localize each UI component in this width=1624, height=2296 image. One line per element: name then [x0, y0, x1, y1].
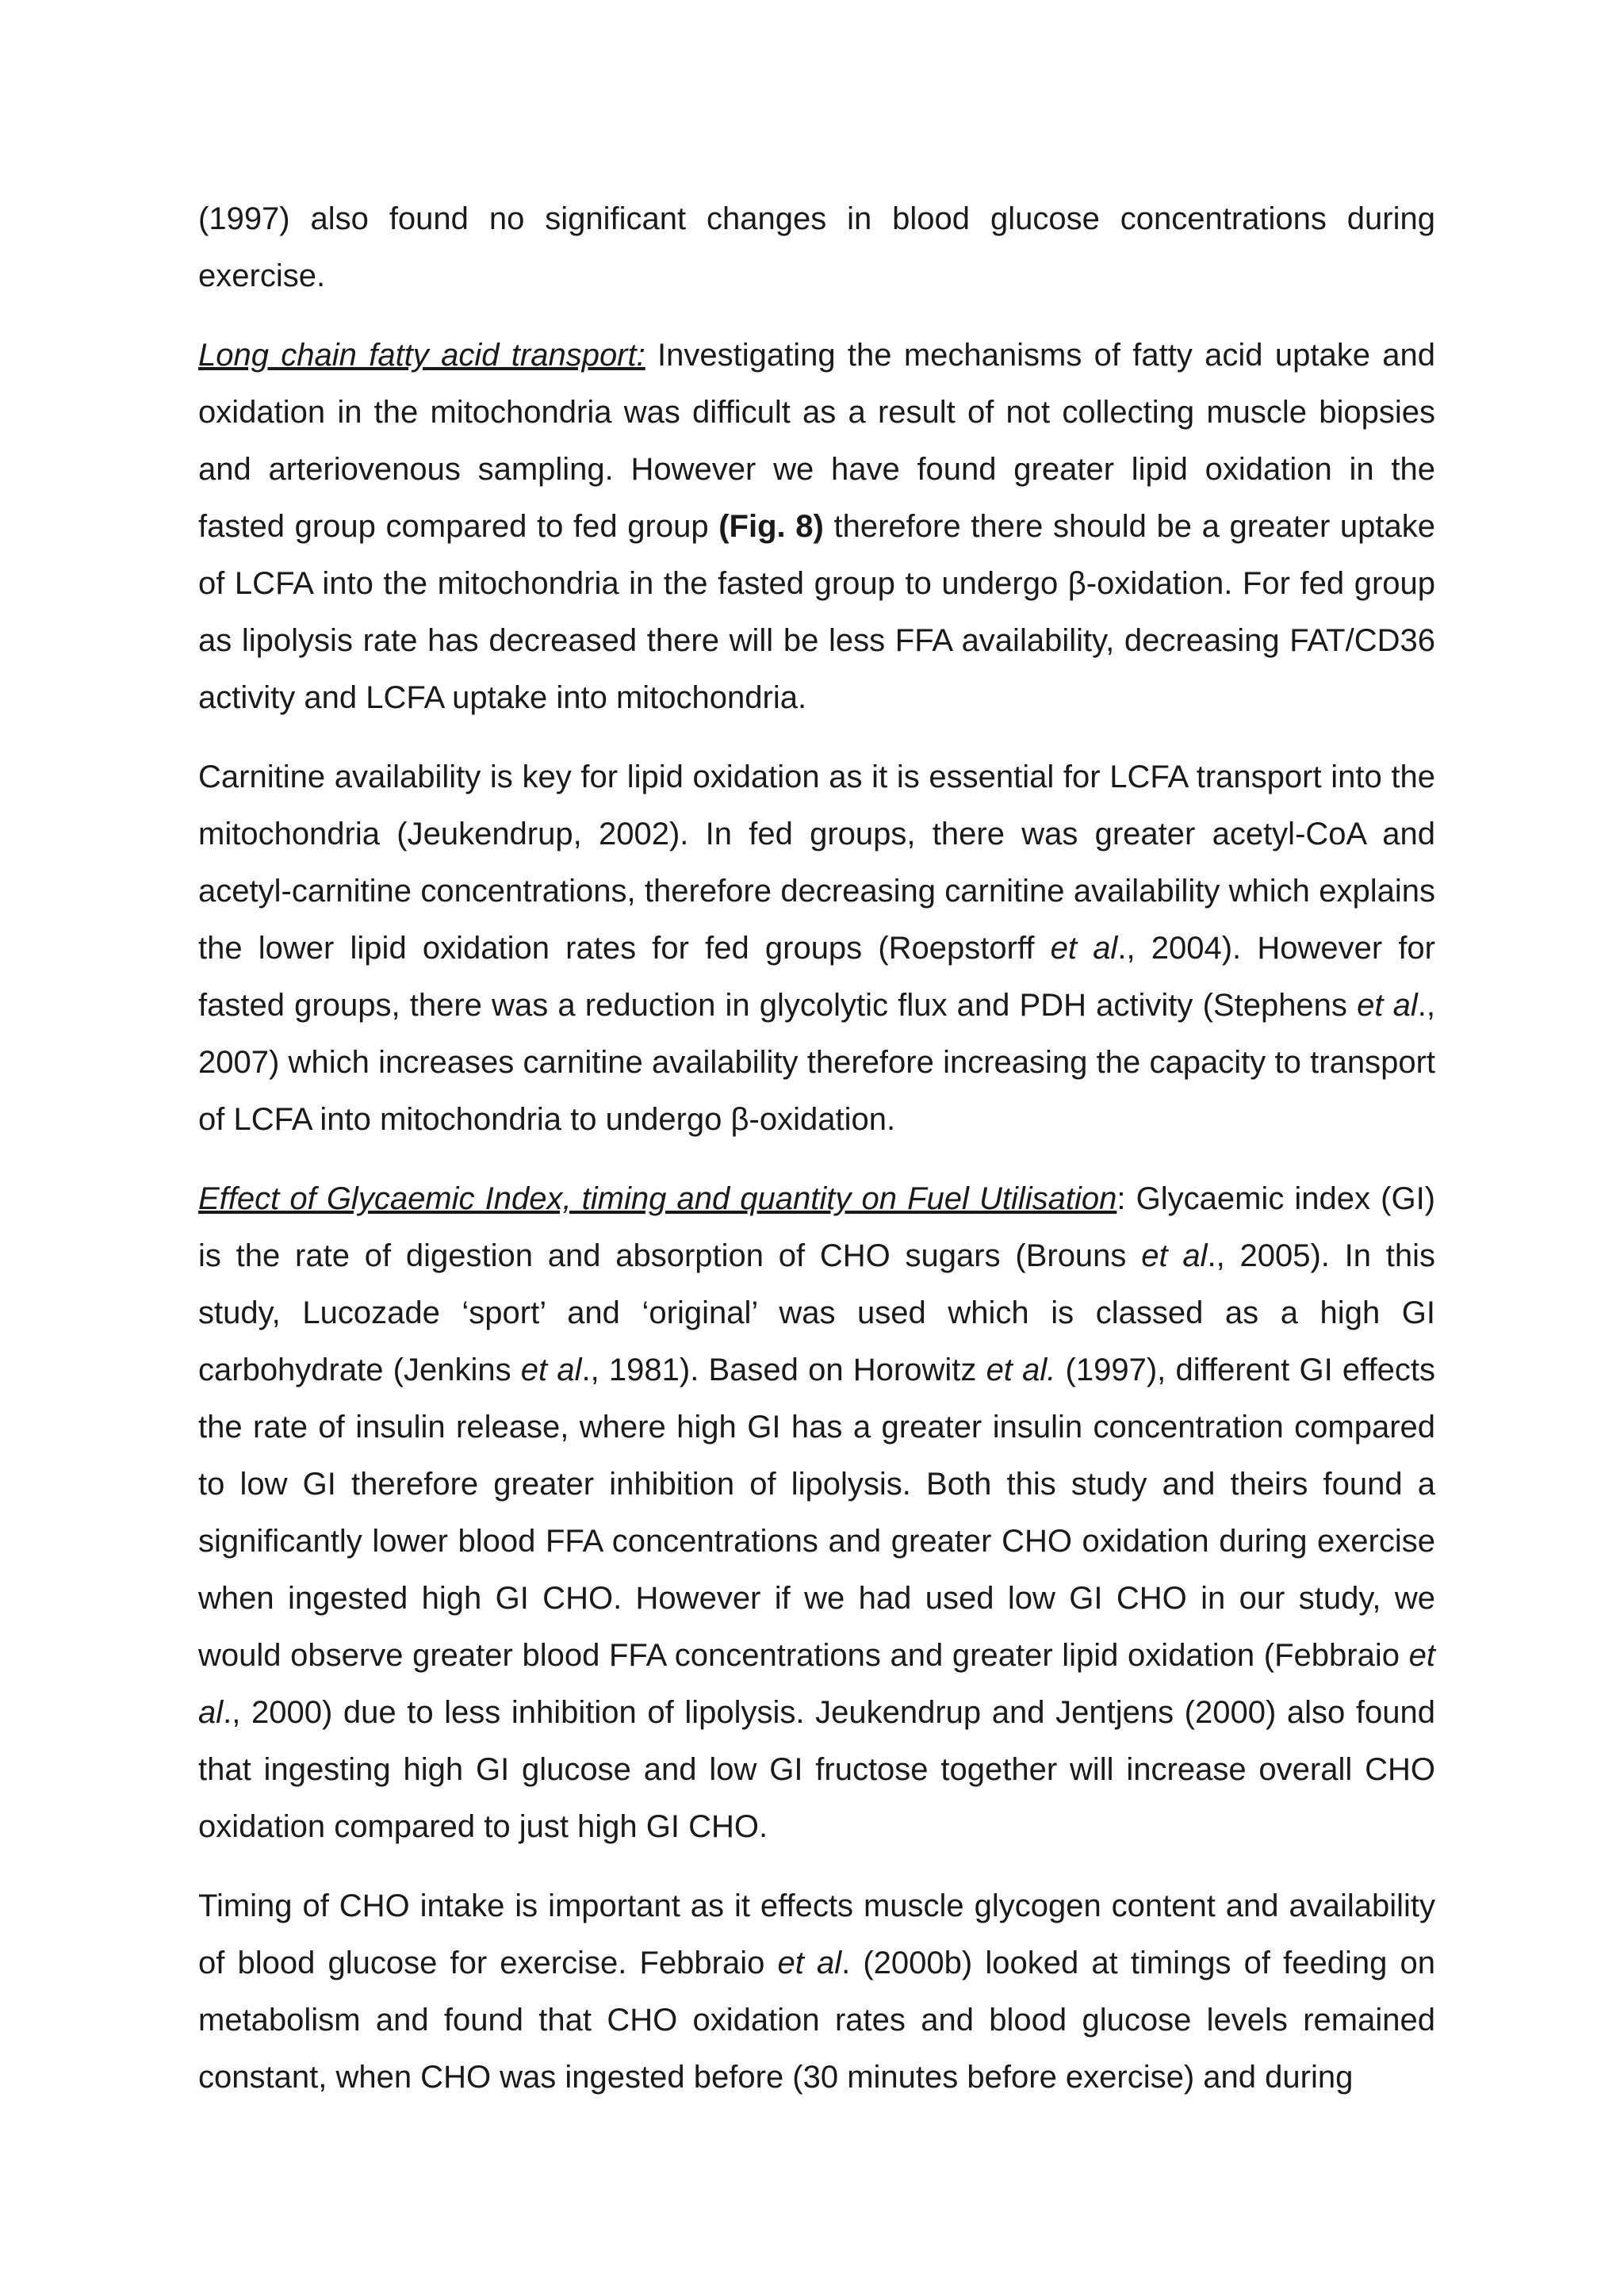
- paragraph-text: Timing of CHO intake is important as it effects muscle glycogen content and availability of blood glucose for exercise. Febbraio: [198, 1888, 1435, 1980]
- section-heading-lcfa-transport: Long chain fatty acid transport:: [198, 338, 645, 373]
- citation-et-al: et al: [1357, 988, 1418, 1023]
- paragraph-text: ., 2004). However for fasted groups, there was a reduction in glycolytic flux and PDH activity (Stephens: [198, 931, 1436, 1023]
- paragraph-blood-glucose: [198, 190, 1435, 304]
- paragraph-carnitine: [198, 748, 1435, 1148]
- paragraph-text: Carnitine availability is key for lipid oxidation as it is essential for LCFA transport into the mitochondria (Jeukendrup, 2002). In fed groups, there was greater acetyl-CoA and acetyl-carnitine concentrations, therefore decreasing carnitine availability which explains the lower lipid oxidation rates for fed groups (Roepstorff: [198, 760, 1435, 966]
- paragraph-cho-timing: [198, 1877, 1435, 2106]
- paragraph-text: Investigating the mechanisms of fatty acid uptake and oxidation in the mitochondria was difficult as a result of not collecting muscle biopsies and arteriovenous sampling. However we have found greater lipid oxidation in the fasted group compared to fed group: [198, 338, 1435, 544]
- section-heading-glycaemic-index: Effect of Glycaemic Index, timing and quantity on Fuel Utilisation: [198, 1181, 1117, 1216]
- paragraph-text: : Glycaemic index (GI) is the rate of digestion and absorption of CHO sugars (Brouns: [198, 1181, 1436, 1273]
- citation-et-al: et al: [198, 1638, 1435, 1730]
- citation-et-al: et al: [1141, 1238, 1208, 1273]
- paragraph-text: (1997) also found no significant changes in blood glucose concentrations during exercise.: [198, 201, 1435, 293]
- paragraph-text: ., 1981). Based on Horowitz: [581, 1353, 986, 1387]
- paragraph-text: . (2000b) looked at timings of feeding on metabolism and found that CHO oxidation rates and blood glucose levels remained constant, when CHO was ingested before (30 minutes before exercise) and during: [198, 1946, 1436, 2095]
- citation-et-al: et al: [777, 1946, 842, 1980]
- paragraph-lcfa-transport: [198, 327, 1435, 726]
- paragraph-text: ., 2007) which increases carnitine availability therefore increasing the capacity to transport of LCFA into mitochondria to undergo β-oxidation.: [198, 988, 1435, 1137]
- paragraph-text: ., 2005). In this study, Lucozade ‘sport’ and ‘original’ was used which is classed as a high GI carbohydrate (Jenkins: [198, 1238, 1436, 1387]
- document-page: [198, 190, 1435, 2128]
- paragraph-text: therefore there should be a greater uptake of LCFA into the mitochondria in the fasted group to undergo β-oxidation. For fed group as lipolysis rate has decreased there will be less FFA availability, decreasing FAT/CD36 activity and LCFA uptake into mitochondria.: [198, 509, 1436, 715]
- citation-et-al: et al: [1050, 931, 1118, 966]
- paragraph-text: (1997), different GI effects the rate of insulin release, where high GI has a greater insulin concentration compared to low GI therefore greater inhibition of lipolysis. Both this study and theirs found a significantly lower blood FFA concentrations and greater CHO oxidation during exercise when ingested high GI CHO. However if we had used low GI CHO in our study, we would observe greater blood FFA concentrations and greater lipid oxidation (Febbraio: [198, 1353, 1435, 1673]
- figure-reference: (Fig. 8): [718, 509, 824, 544]
- citation-et-al: et al: [520, 1353, 582, 1387]
- citation-et-al: et al.: [986, 1353, 1056, 1387]
- paragraph-glycaemic-index: [198, 1170, 1435, 1855]
- paragraph-text: ., 2000) due to less inhibition of lipolysis. Jeukendrup and Jentjens (2000) also found that ingesting high GI glucose and low GI fructose together will increase overall CHO oxidation compared to just high GI CHO.: [198, 1695, 1435, 1844]
